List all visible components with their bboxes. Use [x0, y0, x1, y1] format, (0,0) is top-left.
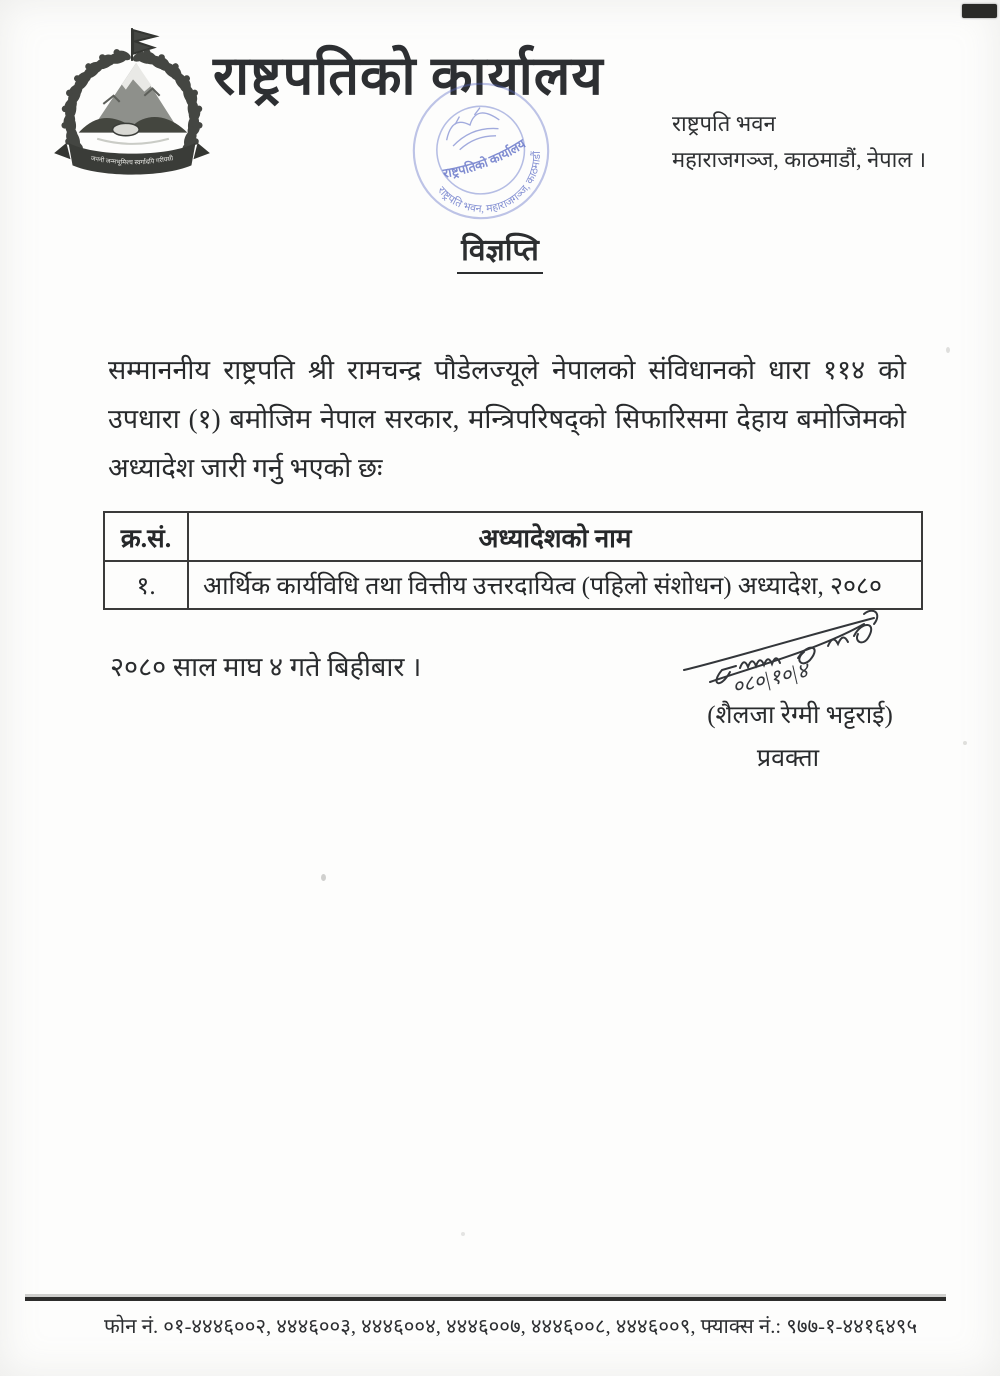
ordinance-name-header: अध्यादेशको नाम	[188, 512, 922, 561]
ordinance-table	[103, 511, 923, 610]
document-heading: विज्ञप्ति	[457, 228, 543, 274]
serial-number-header: क्र.सं.	[104, 512, 188, 561]
paragraph-line-1: सम्माननीय राष्ट्रपति श्री रामचन्द्र पौडेलज्यूले नेपालको संविधानको धारा ११४ को	[108, 355, 906, 385]
footer-divider	[25, 1297, 946, 1301]
signatory-name: (शैलजा रेग्मी भट्टराई)	[707, 702, 893, 729]
nepal-coat-of-arms-icon	[50, 24, 214, 190]
table-header-row	[104, 512, 922, 561]
date-line: २०८० साल माघ ४ गते बिहीबार ।	[110, 652, 422, 682]
scan-speck	[963, 741, 967, 745]
signature-handwritten-date: ०८०|१०|४	[729, 658, 811, 699]
office-title: राष्ट्रपतिको कार्यालय	[213, 46, 604, 106]
seal-center-text: राष्ट्रपतिको कार्यालय	[442, 136, 529, 181]
motto-ribbon	[54, 143, 210, 175]
signature-icon	[678, 606, 890, 704]
ordinance-name-cell: आर्थिक कार्यविधि तथा वित्तीय उत्तरदायित्व (पहिलो संशोधन) अध्यादेश, २०८०	[188, 561, 922, 609]
document-heading-wrap	[0, 228, 1000, 274]
footer-contact-line: फोन नं. ०१-४४४६००२, ४४४६००३, ४४४६००४, ४४४६००७, ४४४६००८, ४४४६००९, फ्याक्स नं.: ९७७-१-४४१६४९५	[104, 1316, 918, 1338]
scan-speck	[946, 347, 950, 353]
scan-speck	[461, 1232, 465, 1236]
emblem-motto: जननी जन्मभूमिश्च स्वर्गादपि गरीयसी	[90, 155, 174, 167]
handshake-icon	[113, 123, 140, 135]
paragraph-line-3: अध्यादेश जारी गर्नु भएको छः	[108, 453, 383, 483]
serial-number-cell: १.	[104, 561, 188, 609]
table-row	[104, 561, 922, 609]
paragraph-line-2: उपधारा (१) बमोजिम नेपाल सरकार, मन्त्रिपरिषद्को सिफारिसमा देहाय बमोजिमको	[108, 404, 906, 434]
scan-speck	[321, 874, 326, 881]
address-line-2: महाराजगञ्ज, काठमाडौं, नेपाल ।	[672, 147, 927, 172]
seal-ring-text: राष्ट्रपति भवन, महाराजगञ्ज, काठमाडौं	[435, 151, 543, 216]
signatory-designation: प्रवक्ता	[756, 745, 820, 772]
seal-emblem-sketch	[440, 103, 504, 153]
office-address	[672, 106, 926, 178]
address-line-1: राष्ट्रपति भवन	[672, 111, 776, 136]
scan-artifact-mark	[962, 4, 997, 18]
body-paragraph	[108, 350, 906, 497]
